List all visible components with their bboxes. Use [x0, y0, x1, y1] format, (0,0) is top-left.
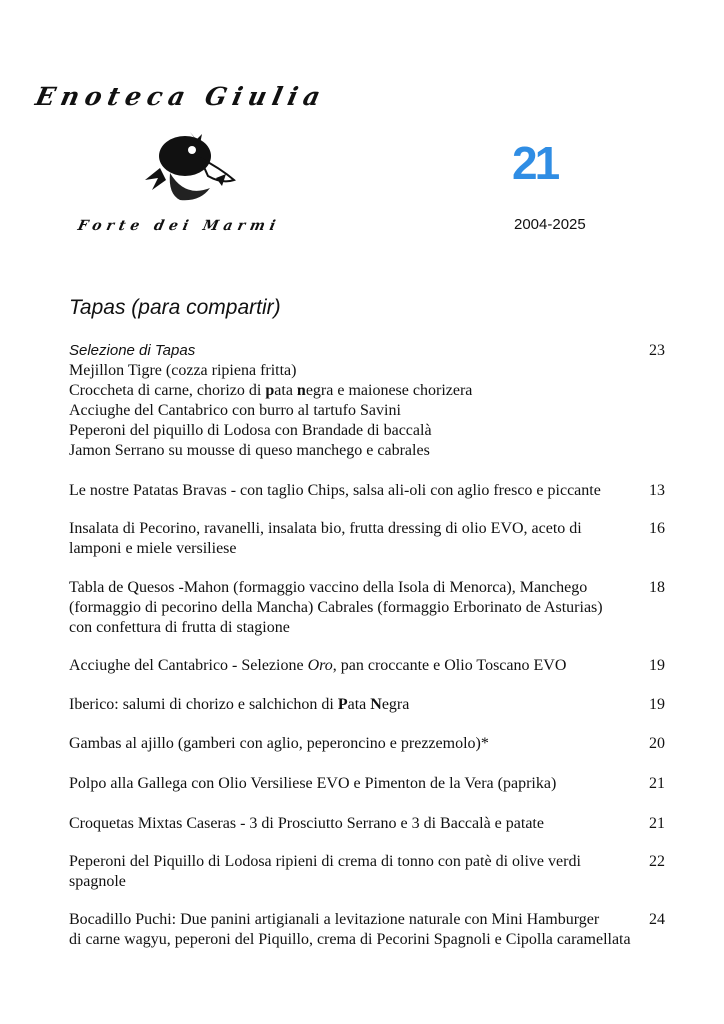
menu-item-text: (formaggio di pecorino della Mancha) Cabrales (formaggio Erborinato de Asturias) [69, 599, 603, 616]
menu-item-line [69, 734, 665, 754]
menu-item-price: 21 [649, 775, 665, 792]
menu-item-text: Acciughe del Cantabrico con burro al tartufo Savini [69, 402, 401, 419]
menu-item-line [69, 910, 665, 930]
menu-item-line [69, 361, 665, 381]
menu-item [69, 481, 665, 501]
menu-item-text: Croquetas Mixtas Caseras - 3 di Prosciutto Serrano e 3 di Baccalà e patate [69, 815, 544, 832]
menu-item-text: ata [347, 696, 371, 713]
menu-item [69, 656, 665, 676]
menu-item-text: egra e maionese chorizera [305, 382, 473, 399]
menu-item-price: 13 [649, 482, 665, 499]
menu-item-price: 21 [649, 815, 665, 832]
menu-item-line [69, 481, 665, 501]
location-name: Forte dei Marmi [76, 218, 282, 234]
menu-item [69, 814, 665, 834]
menu-item-text: Insalata di Pecorino, ravanelli, insalata bio, frutta dressing di olio EVO, aceto di [69, 520, 582, 537]
menu-item-line [69, 578, 665, 598]
menu-item-text: spagnole [69, 873, 126, 890]
menu-item-text: egra [381, 696, 410, 713]
menu-item-text: lamponi e miele versiliese [69, 540, 237, 557]
menu-item-text: Bocadillo Puchi: Due panini artigianali a levitazione naturale con Mini Hamburger [69, 911, 600, 928]
menu-item-line [69, 872, 665, 892]
menu-item-line [69, 656, 665, 676]
menu-item [69, 519, 665, 559]
menu-item-text: Gambas al ajillo (gamberi con aglio, peperoncino e prezzemolo)* [69, 735, 489, 752]
menu-item-text: p [265, 382, 275, 399]
menu-item-text: Selezione di Tapas [69, 342, 196, 359]
menu-item-text: Mejillon Tigre (cozza ripiena fritta) [69, 362, 297, 379]
menu-item [69, 910, 665, 950]
menu-item-line [69, 852, 665, 872]
menu-item-price: 24 [649, 911, 665, 928]
menu-item-line [69, 618, 665, 638]
menu-item-price: 18 [649, 579, 665, 596]
menu-item-text: Tabla de Quesos -Mahon (formaggio vaccino della Isola di Menorca), Manchego [69, 579, 588, 596]
menu-item [69, 774, 665, 794]
menu-item-text: ata [274, 382, 297, 399]
menu-item-line [69, 441, 665, 461]
years-range: 2004-2025 [514, 216, 586, 233]
menu-item-line [69, 930, 665, 950]
menu-item-line [69, 341, 665, 361]
menu-item-text: Polpo alla Gallega con Olio Versiliese EVO e Pimenton de la Vera (paprika) [69, 775, 557, 792]
menu-item-text: P [337, 696, 348, 713]
menu-item-line [69, 598, 665, 618]
menu-item-text: Peperoni del piquillo di Lodosa con Brandade di baccalà [69, 422, 432, 439]
menu-item-text: Peperoni del Piquillo di Lodosa ripieni di crema di tonno con patè di olive verdi [69, 853, 581, 870]
anniversary-number: 21 [512, 137, 558, 189]
menu-item-line [69, 695, 665, 715]
section-title: Tapas (para compartir) [69, 296, 281, 319]
menu-item-text: N [370, 696, 382, 713]
menu-item-price: 16 [649, 520, 665, 537]
brand-name: Enoteca Giulia [32, 82, 329, 111]
menu-item-text: di carne wagyu, peperoni del Piquillo, crema di Pecorini Spagnoli e Cipolla caramellata [69, 931, 631, 948]
menu-item-price: 20 [649, 735, 665, 752]
menu-item-text: Le nostre Patatas Bravas - con taglio Chips, salsa ali-oli con aglio fresco e piccante [69, 482, 601, 499]
menu-item [69, 341, 665, 461]
menu-item-text: con confettura di frutta di stagione [69, 619, 290, 636]
menu-item [69, 852, 665, 892]
menu-item-price: 19 [649, 657, 665, 674]
menu-item-text: Croccheta di carne, chorizo di [69, 382, 266, 399]
menu-item [69, 734, 665, 754]
menu-item-line [69, 381, 665, 401]
menu-item-text: n [296, 382, 306, 399]
menu-item-text: Iberico: salumi di chorizo e salchichon di [69, 696, 338, 713]
menu-item-price: 19 [649, 696, 665, 713]
menu-item-line [69, 539, 665, 559]
menu-item-text: Acciughe del Cantabrico - Selezione [69, 657, 308, 674]
menu-item-line [69, 814, 665, 834]
menu-item-line [69, 519, 665, 539]
menu-item-price: 23 [649, 342, 665, 359]
menu-item-line [69, 421, 665, 441]
menu-item [69, 578, 665, 638]
menu-item-text: , pan croccante e Olio Toscano EVO [332, 657, 567, 674]
menu-item-line [69, 401, 665, 421]
menu-item-line [69, 774, 665, 794]
menu-item-text: Oro [307, 657, 333, 674]
menu-item-text: Jamon Serrano su mousse di queso manchego e cabrales [69, 442, 430, 459]
menu-item [69, 695, 665, 715]
logo-illustration [130, 128, 242, 204]
menu-item-price: 22 [649, 853, 665, 870]
